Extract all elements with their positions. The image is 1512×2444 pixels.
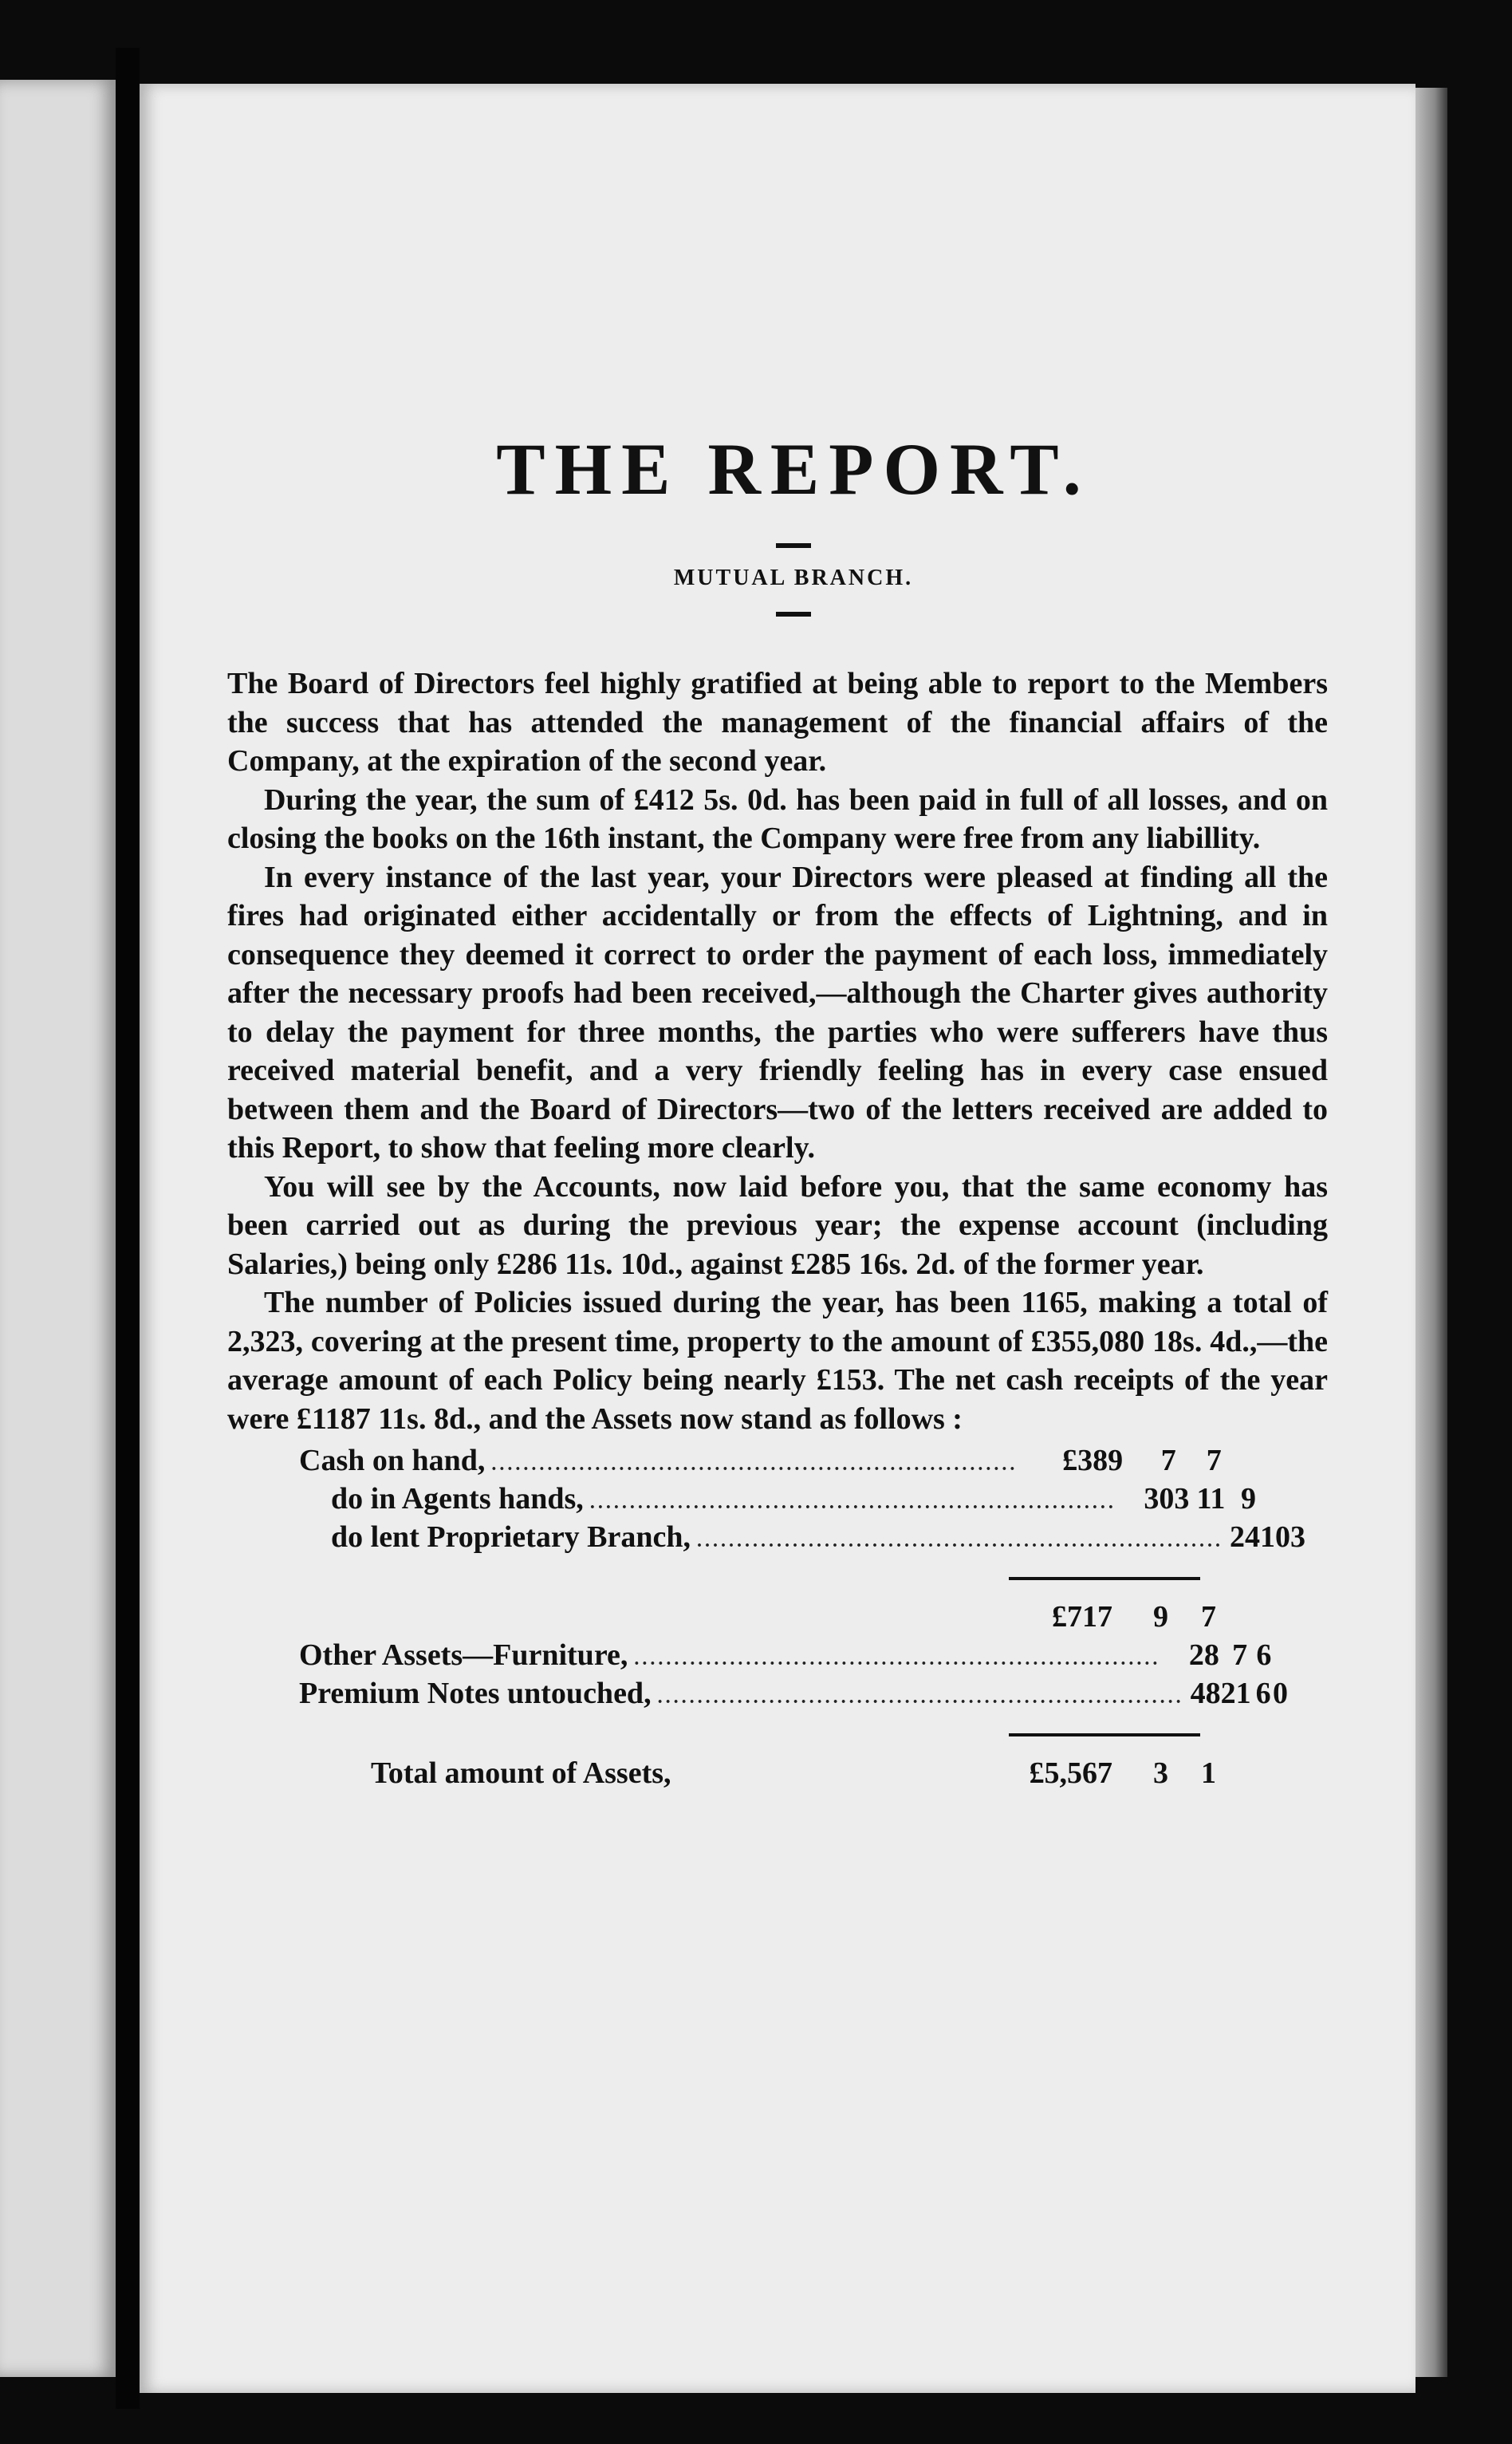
asset-pounds: 28	[1188, 1638, 1219, 1672]
asset-pounds: 4821	[1190, 1677, 1251, 1710]
total-pence: 1	[1201, 1756, 1216, 1790]
paragraph-3: In every instance of the last year, your Directors were pleased at finding all the fires had originated either accidentally or from the effects of Lightning, and in consequence they deemed it correct to order the payment of each loss, immediately after the necessary proofs had been received,—although the Charter gives authority to delay the payment for three months, the parties who were sufferers have thus received material benefit, and a very friendly feeling has in every case ensued between them and the Board of Directors—two of the letters received are added to this Report, to show that feeling more clearly.	[227, 860, 1328, 1165]
asset-label: do in Agents hands,	[331, 1482, 584, 1516]
total-row	[227, 1756, 1328, 1794]
asset-shillings: 6	[1255, 1677, 1271, 1710]
paragraph-1: The Board of Directors feel highly gratified at being able to report to the Members the success that has attended the management of the financial affairs of the Company, at the expiration of the second year.	[227, 667, 1328, 778]
total-shillings: 3	[1153, 1756, 1168, 1790]
report-content	[227, 427, 1328, 1794]
asset-shillings: 7	[1232, 1638, 1248, 1672]
asset-row	[227, 1520, 1328, 1558]
subtitle-rule	[776, 612, 811, 617]
asset-pounds: 24	[1230, 1520, 1261, 1554]
asset-label: Other Assets—Furniture,	[299, 1638, 628, 1672]
asset-shillings: 10	[1260, 1520, 1291, 1554]
asset-row	[227, 1638, 1328, 1676]
paragraph-5: The number of Policies issued during the year, has been 1165, making a total of 2,323, covering at the present time, property to the amount of £355,080 18s. 4d.,—the average amount of each Policy being nearly £153. The net cash receipts of the year were £1187 11s. 8d., and the Assets now stand as follows :	[227, 1286, 1328, 1436]
asset-row	[227, 1443, 1328, 1481]
subtotal-pence: 7	[1201, 1600, 1216, 1634]
leader-dots: ..................................................................	[491, 1454, 1018, 1475]
asset-pence: 9	[1240, 1482, 1256, 1516]
asset-label: Premium Notes untouched,	[299, 1677, 652, 1710]
page-title: THE REPORT.	[496, 428, 1091, 510]
left-page-edge	[0, 80, 116, 2377]
document-page	[140, 84, 1416, 2393]
asset-label: Cash on hand,	[299, 1444, 486, 1477]
total-pounds: £5,567	[1029, 1756, 1112, 1790]
subtotal-pounds: £717	[1052, 1600, 1112, 1634]
asset-shillings: 11	[1196, 1482, 1226, 1516]
assets-table	[227, 1443, 1328, 1794]
asset-label: do lent Proprietary Branch,	[331, 1520, 691, 1554]
asset-pounds: 303	[1144, 1482, 1190, 1516]
asset-pounds: £389	[1062, 1444, 1124, 1477]
leader-dots: ..................................................................	[697, 1531, 1224, 1551]
leader-dots: ..................................................................	[657, 1687, 1184, 1708]
paragraph-4: You will see by the Accounts, now laid before you, that the same economy has been carried out as during the previous year; the expense account (including Salaries,) being only £286 11s. 10d., against £285 16s. 2d. of the former year.	[227, 1169, 1328, 1281]
asset-row	[227, 1676, 1328, 1714]
asset-shillings: 7	[1160, 1444, 1176, 1477]
title-rule	[776, 543, 811, 548]
paragraph-2: During the year, the sum of £412 5s. 0d. has been paid in full of all losses, and on closing the books on the 16th instant, the Company were free from any liabillity.	[227, 782, 1328, 855]
page-edge-shadow	[1416, 88, 1447, 2377]
total-label: Total amount of Assets,	[371, 1756, 671, 1790]
asset-row	[227, 1481, 1328, 1520]
asset-pence: 7	[1206, 1444, 1222, 1477]
subtotal-row	[227, 1599, 1328, 1638]
asset-pence: 0	[1273, 1677, 1288, 1710]
book-spine	[116, 48, 140, 2409]
leader-dots: ..................................................................	[634, 1649, 1161, 1669]
leader-dots: ..................................................................	[589, 1492, 1116, 1513]
asset-pence: 6	[1256, 1638, 1272, 1672]
asset-pence: 3	[1290, 1520, 1306, 1554]
subtotal-shillings: 9	[1153, 1600, 1168, 1634]
section-subtitle: MUTUAL BRANCH.	[673, 566, 914, 590]
